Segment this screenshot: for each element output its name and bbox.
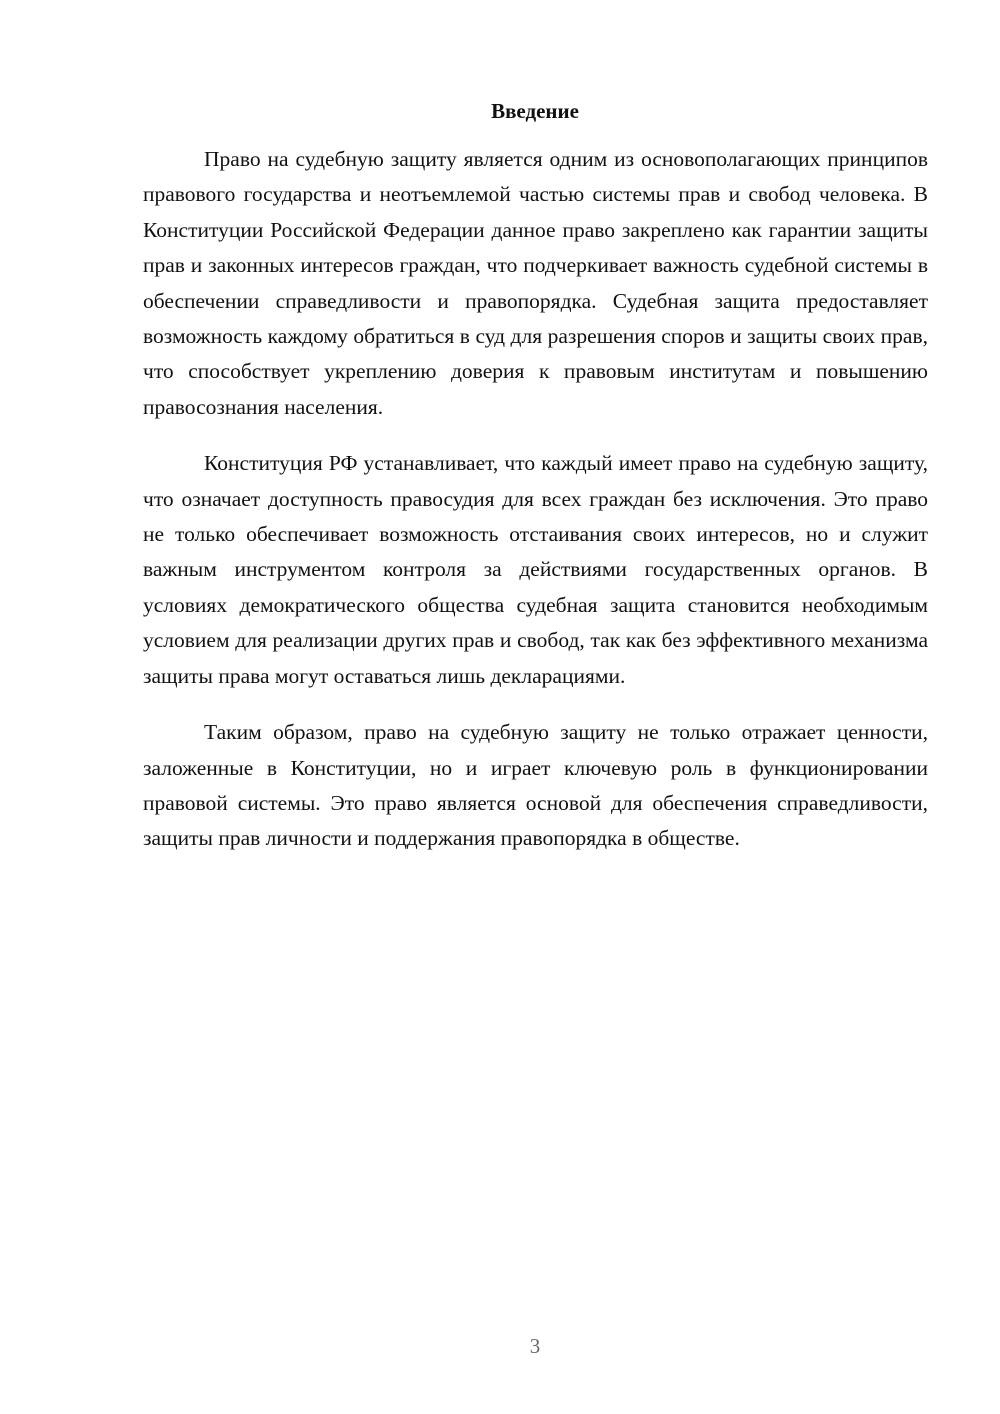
- paragraph-3: Таким образом, право на судебную защиту не только отражает ценности, заложенные в Конституции, но и играет ключевую роль в функционировании правовой системы. Это право является основой для обеспечения справедливости, защиты прав личности и поддержания правопорядка в обществе.: [143, 720, 928, 851]
- paragraph-1: Право на судебную защиту является одним из основополагающих принципов правового государства и неотъемлемой частью системы прав и свобод человека. В Конституции Российской Федерации данное право закреплено как гарантии защиты прав и законных интересов граждан, что подчеркивает важность судебной системы в обеспечении справедливости и правопорядка. Судебная защита предоставляет возможность каждому обратиться в суд для разрешения споров и защиты своих прав, что способствует укреплению доверия к правовым институтам и повышению правосознания населения.: [143, 147, 928, 419]
- paragraph-2: Конституция РФ устанавливает, что каждый имеет право на судебную защиту, что означает доступность правосудия для всех граждан без исключения. Это право не только обеспечивает возможность отстаивания своих интересов, но и служит важным инструментом контроля за действиями государственных органов. В условиях демократического общества судебная защита становится необходимым условием для реализации других прав и свобод, так как без эффективного механизма защиты права могут оставаться лишь декларациями.: [143, 451, 928, 688]
- section-heading: Введение: [491, 99, 579, 123]
- page-number: 3: [529, 1334, 541, 1358]
- body-text: [143, 142, 928, 878]
